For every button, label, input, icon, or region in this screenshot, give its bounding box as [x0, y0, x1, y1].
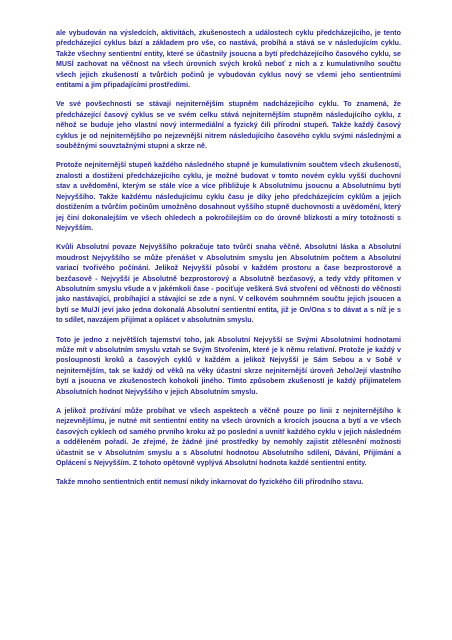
paragraph-6: A jelikož prožívání může probíhat ve všech aspektech a věčně pouze po linii z nejniternějšího k nejzevnějšímu, je nutné mít sentientní entity na všech úrovních a krocích jsoucna a bytí a ve všech časových cyklech od samého prvního kroku až po poslední a uvnitř každého cyklu v jejich následném a odděleném pořadí. Je zřejmé, že žádné jiné prostředky by nemohly zajistit ztělesnění možnosti účastnit se v Absolutním smyslu a s Absolutní hodnotou Absolutního sdílení, Dávání, Přijímání a Oplácení s Nejvyšším. Z tohoto opětovně vyplývá Absolutní hodnota každé sentientní entity. — [56, 407, 401, 468]
paragraph-3: Protože nejniternější stupeň každého následného stupně je kumulativním součtem všech zkušeností, znalostí a dostižení předcházejícího cyklu, je možné budovat v tomto novém cyklu vyšší duchovní stav a uvědomění, kterým se stále více a více přibližuje k Absolutnímu jsoucnu a Absolutnímu bytí Nejvyššího. Takže každému následujícímu cyklu času je díky jeho předcházejícím cyklům a jejich dostižením a tvůrčím počinům umožněno dosahnout vyššího stupně duchovnosti a uvědomění, který jej činí dokonalejším ve všech ohledech a pokročilejším co do úrovně blízkosti a míry totožnosti s Nejvyšším. — [56, 161, 401, 232]
document-page — [56, 28, 401, 628]
paragraph-4: Kvůli Absolutní povaze Nejvyššího pokračuje tato tvůrčí snaha věčně. Absolutní láska a Absolutní moudrost Nejvyššího se může přenášet v Absolutním smyslu jen Absolutním počtem a Absolutní variací tvořivého počínání. Jelikož Nejvyšší působí v každém prostoru a čase bezprostorově a bezčasově - Nejvyšší je Absolutně bezprostorový a Absolutně bezčasový, a tedy vždy přítomen v Absolutním smyslu všude a v jakémkoli čase - pociťuje veškerá Svá stvoření od věčnosti do věčnosti jako nastávající, probíhající a stávající se zde a nyní. V celkovém souhrnném součtu jejich jsoucen a bytí se Mu/Jí jeví jako jedna dokonalá Absolutní sentientní entita, již je On/Ona s to dávat a s níž je s to sdílet, navzájem přijímat a oplácet v absolutním smyslu. — [56, 243, 401, 325]
paragraph-7: Takže mnoho sentientních entit nemusí nikdy inkarnovat do fyzického čili přírodního stavu. — [56, 478, 364, 487]
paragraph-2: Ve své povšechnosti se stávají nejniternějším stupněm nadcházejícího cyklu. To znamená, že předcházející časový cyklus se ve svém celku stává nejniternějším stupněm následujícího cyklu, z něhož se buduje jeho vlastní nový intermediální a fyzický čili přírodní stupeň. Takže každý časový cyklus je od nejniternějšího po nejzevnější nitrem následujícího časového cyklu svými následnými a souběžnými souvztažnými stupni a skrze ně. — [56, 100, 401, 151]
paragraph-5: Toto je jedno z největších tajemství toho, jak Absolutní Nejvyšší se Svými Absolutními hodnotami může mít v absolutním smyslu vztah se Svým Stvořením, které je k němu relativní. Protože je každý v posloupnosti kroků a časových cyklů v každém a jelikož Nejvyšší je Sám Sebou a v Sobě v nejniternějším, tak se každý od věků na věky účastní skrze nejniternější úroveň Jeho/Její vlastního bytí a jsoucna ve zkušenostech kohokoli jiného. Tímto způsobem zkušeností je každý přijímatelem Absolutních hodnot Nejvyššího v jejich Absolutním smyslu. — [56, 335, 401, 396]
paragraph-1: ale vybudován na výsledcích, aktivitách, zkušenostech a událostech cyklu předcházejícího, je tento předcházející cyklus bází a základem pro vše, co nastává, probíhá a stává se v následujícím cyklu. Takže všechny sentientní entity, které se účastnily jsoucna a bytí předcházejícího časového cyklu, se MUSÍ zachovat na věčnost na všech úrovních svých kroků neboť z nich a z kumulativního součtu všech jejich zkušeností a tvůrčích počinů je vybudován cyklus nový se všemi jeho sentientními entitami a jim připadajícími prostředími. — [56, 29, 401, 90]
